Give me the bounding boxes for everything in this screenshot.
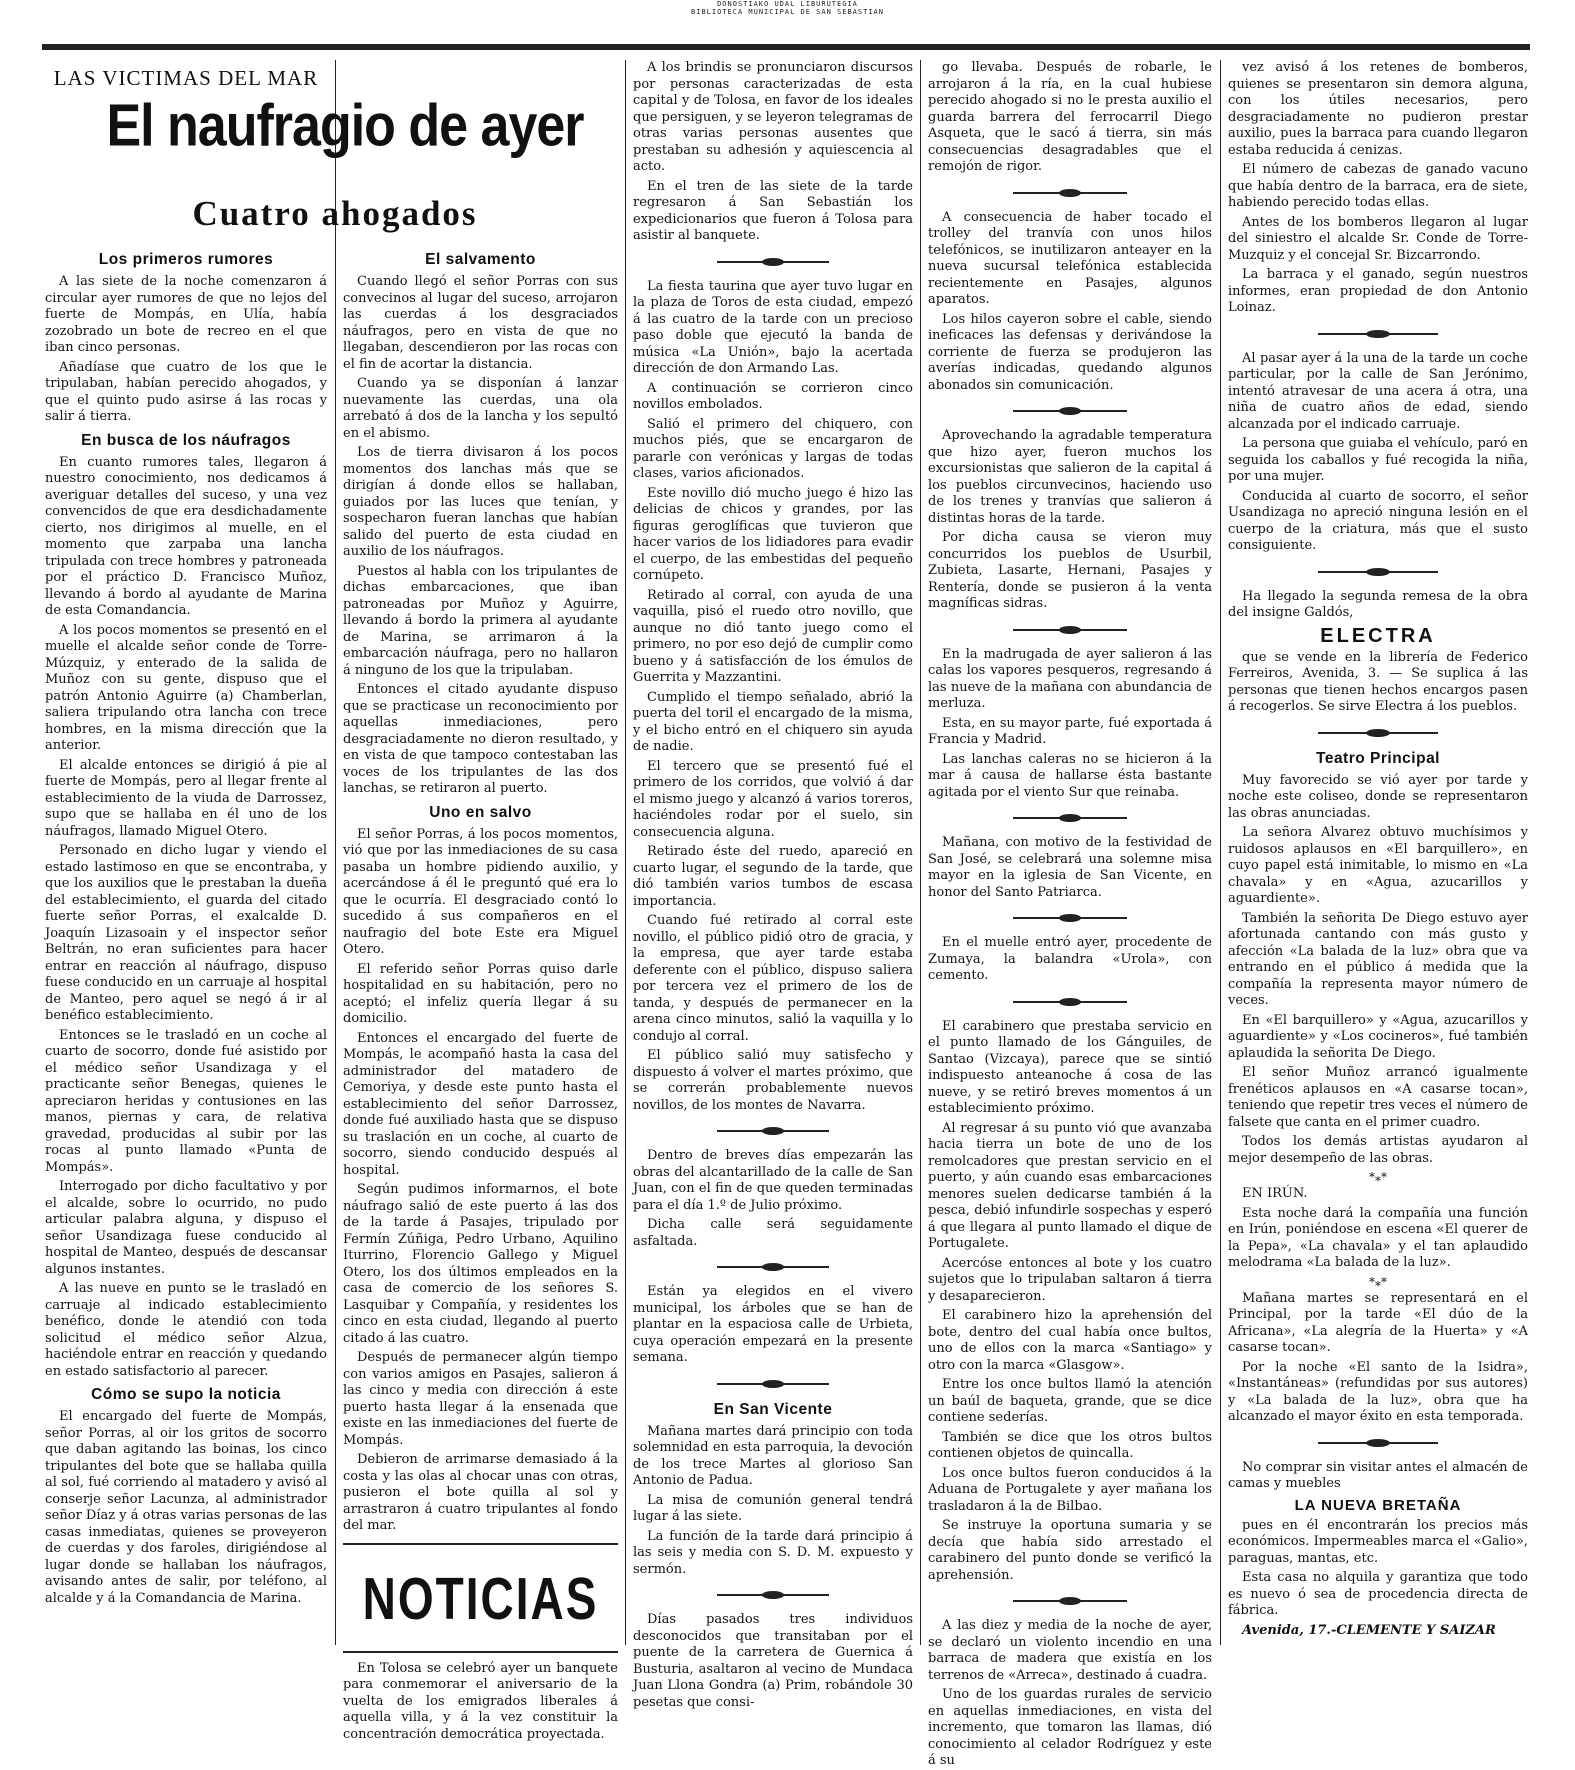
paragraph: Al pasar ayer á la una de la tarde un coche particular, por la calle de San Jerónimo, intentó atravesar de una acera á otra, una niña de cuatro años de edad, siendo alcanzada por el indicado carruaje. bbox=[1228, 350, 1528, 432]
paragraph: El carabinero que prestaba servicio en el punto llamado de los Gánguiles, de Santao (Vizcaya), parece que se sintió indispuesto anteanoche á cosa de las nueve, y se retiró breves momentos á un establecimiento próximo. bbox=[928, 1018, 1212, 1116]
page-title: El naufragio de ayer bbox=[106, 92, 584, 160]
library-line-2: BIBLIOTECA MUNICIPAL DE SAN SEBASTIAN bbox=[691, 8, 884, 16]
library-header bbox=[0, 0, 1575, 16]
top-border bbox=[42, 44, 1530, 50]
paragraph: Aprovechando la agradable temperatura que hizo ayer, fueron muchos los excursionistas que salieron de la capital á los pueblos circunvecinos, haciendo uso de los trenes y tranvías que salieron á distintas horas de la tarde. bbox=[928, 428, 1212, 526]
paragraph: pues en él encontrarán los precios más económicos. Impermeables marca el «Galio», paraguas, mantas, etc. bbox=[1228, 1517, 1528, 1566]
paragraph: El señor Porras, á los pocos momentos, vió que por las inmediaciones de su casa pasaba un hombre pidiendo auxilio, y acercándose á él le preguntó qué era lo que le ocurría. El desgraciado contó lo sucedido á sus compañeros en el naufragio del bote Este era Miguel Otero. bbox=[343, 826, 618, 957]
paragraph: Según pudimos informarnos, el bote náufrago salió de este puerto á las dos de la tarde á Pasajes, tripulado por Fermín Zúñiga, Pedro Urbano, Aquilino Iturrino, Florencio Gallego y Miguel Otero, los dos últimos empleados en la casa de comercio de los señores S. Lasquibar y Compañía, y residentes los cinco en esta ciudad, llegando al puerto citado á las cuatro. bbox=[343, 1182, 618, 1346]
paragraph: El tercero que se presentó fué el primero de los corridos, que volvió á dar el mismo juego y alcanzó á varios toreros, haciéndoles rodar por el suelo, sin consecuencia alguna. bbox=[633, 758, 913, 840]
paragraph: En «El barquillero» y «Agua, azucarillos y aguardiente» y «Los cocineros», fué también aplaudida la señorita De Diego. bbox=[1228, 1012, 1528, 1061]
library-line-1: DONOSTIAKO UDAL LIBURUTEGIA bbox=[717, 0, 858, 8]
paragraph: No comprar sin visitar antes el almacén de camas y muebles bbox=[1228, 1459, 1528, 1491]
column-5 bbox=[1228, 60, 1528, 1650]
asterism: *⁎* bbox=[1369, 1274, 1387, 1289]
column-rule bbox=[920, 60, 921, 1645]
section-heading: Teatro Principal bbox=[1316, 749, 1440, 767]
ornament-divider bbox=[928, 404, 1212, 418]
paragraph: A las nueve en punto se le trasladó en carruaje al indicado establecimiento benéfico, donde le atendió con toda solicitud el médico señor Alzua, haciéndole entrar en reacción y quedando en estado satisfactorio al parecer. bbox=[45, 1281, 327, 1379]
ornament-divider bbox=[928, 623, 1212, 637]
column-rule bbox=[1220, 60, 1221, 1645]
paragraph: Este novillo dió mucho juego é hizo las delicias de chicos y grandes, por las figuras geroglíficas que tuvieron que hacer varios de los lidiadores para evadir el cuerpo, de las embestidas del pequeño cornúpeto. bbox=[633, 485, 913, 583]
paragraph: A las diez y media de la noche de ayer, se declaró un violento incendio en una barraca de madera que existía en los terrenos de «Arreca», destinado á cuadra. bbox=[928, 1618, 1212, 1683]
ad-title-store: LA NUEVA BRETAÑA bbox=[1294, 1496, 1462, 1514]
column-2 bbox=[343, 245, 618, 1742]
paragraph: Retirado al corral, con ayuda de una vaquilla, pisó el ruedo otro novillo, que aunque no dió tanto juego como el primero, no por eso dejó de cumplir como bueno y á satisfacción de los émulos de Guerrita y Mazzantini. bbox=[633, 587, 913, 685]
paragraph: Al regresar á su punto vió que avanzaba hacia tierra un bote de uno de los remolcadores que prestan servicio en el puerto, y aún cuando esas embarcaciones menores suelen dedicarse también á la pesca, debió infundirle sospechas y esperó á que llegara al punto llamado el dique de Portugalete. bbox=[928, 1120, 1212, 1251]
paragraph: A los brindis se pronunciaron discursos por personas caracterizadas de esta capital y de Tolosa, en favor de los ideales que persiguen, y se leyeron telegramas de otras varias personas ausentes que prestaban su adhesión y aquiescencia al acto. bbox=[633, 60, 913, 174]
paragraph: Entonces el encargado del fuerte de Mompás, le acompañó hasta la casa del administrador del matadero de Cemoriya, y desde este punto hasta el establecimiento del señor Darrossez, donde fué auxiliado hasta que se dispuso su traslación en un coche, al cuarto de socorro, siendo conducido después al hospital. bbox=[343, 1030, 618, 1178]
ornament-divider bbox=[1228, 726, 1528, 740]
ornament-divider bbox=[633, 1260, 913, 1274]
paragraph: Los hilos cayeron sobre el cable, siendo ineficaces las defensas y derivándose la corriente de fuerza se produjeron las averías indicadas, quedando algunos abonados sin comunicación. bbox=[928, 311, 1212, 393]
paragraph: A los pocos momentos se presentó en el muelle el alcalde señor conde de Torre-Múzquiz, y enterado de la salida de Muñoz con su gente, dispuso que el patrón Antonio Aguirre (a) Chamberlan, saliera tripulando otra lancha con trece hombres, en la misma dirección que la anterior. bbox=[45, 622, 327, 753]
section-heading: Uno en salvo bbox=[429, 803, 532, 821]
ornament-divider bbox=[633, 1588, 913, 1602]
paragraph: Interrogado por dicho facultativo y por el alcalde, sobre lo ocurrido, no pudo articular palabra alguna, y dispuso el señor Usandizaga fuese conducido al hospital de Manteo, después de descansar algunos instantes. bbox=[45, 1179, 327, 1277]
column-4 bbox=[928, 60, 1212, 1768]
paragraph: Puestos al habla con los tripulantes de dichas embarcaciones, que iban patroneadas por Muñoz y Aguirre, llevando á bordo la primera al ayudante de Marina, se arrimaron á la embarcación náufraga, pero no hallaron á ninguno de los que la tripulaban. bbox=[343, 563, 618, 678]
subheadline-box bbox=[45, 190, 625, 240]
divider bbox=[343, 1651, 618, 1653]
kicker: LAS VICTIMAS DEL MAR bbox=[53, 66, 319, 90]
paragraph: Después de permanecer algún tiempo con varios amigos en Pasajes, salieron á las cinco y media con dirección á este puerto hasta llegar á la ensenada que existe en las inmediaciones del fuerte de Mompás. bbox=[343, 1350, 618, 1448]
paragraph: La misa de comunión general tendrá lugar á las siete. bbox=[633, 1492, 913, 1524]
headline-box bbox=[45, 60, 620, 190]
paragraph: Entre los once bultos llamó la atención un baúl de baqueta, grande, que se dice contiene sederías. bbox=[928, 1377, 1212, 1425]
paragraph: Mañana martes se representará en el Principal, por la tarde «El dúo de la Africana», «La alegría de la Huerta» y «A casarse tocan». bbox=[1228, 1290, 1528, 1355]
paragraph: En Tolosa se celebró ayer un banquete para conmemorar el aniversario de la vuelta de los emigrados liberales á aquella villa, y á la vez constituir la concentración democrática proyectada. bbox=[343, 1660, 618, 1742]
paragraph: Muy favorecido se vió ayer por tarde y noche este coliseo, donde se representaron las obras anunciadas. bbox=[1228, 772, 1528, 821]
paragraph: Se instruye la oportuna sumaria y se decía que había sido arrestado el carabinero del punto donde se verificó la aprehensión. bbox=[928, 1518, 1212, 1583]
column-rule bbox=[335, 60, 336, 1645]
paragraph: Los de tierra divisaron á los pocos momentos dos lanchas más que se dirigían á donde ellos se hallaban, guiados por las luces que tenían, y sospecharon fueran lanchas que habían salido del puerto de esta ciudad en auxilio de los náufragos. bbox=[343, 445, 618, 559]
paragraph: Añadíase que cuatro de los que le tripulaban, habían perecido ahogados, y que el quinto pudo asirse á las rocas y salir á tierra. bbox=[45, 359, 327, 424]
paragraph: Días pasados tres individuos desconocidos que transitaban por el puente de la carretera de Guernica á Busturia, asaltaron al vecino de Mundaca Juan Llona Gondra (a) Prim, robándole 30 pesetas que consi- bbox=[633, 1612, 913, 1710]
paragraph: También se dice que los otros bultos contienen objetos de quincalla. bbox=[928, 1429, 1212, 1461]
paragraph: En cuanto rumores tales, llegaron á nuestro conocimiento, nos dedicamos á averiguar detalles del suceso, y una vez convencidos de que era desdichadamente cierto, nos dirigimos al muelle, en el momento que zarpaba una lancha tripulada con trece hombres y patroneada por el práctico D. Francisco Muñoz, llevando á bordo al ayudante de Marina de esta Comandancia. bbox=[45, 454, 327, 618]
ornament-divider bbox=[1228, 565, 1528, 579]
column-3 bbox=[633, 60, 913, 1710]
paragraph: vez avisó á los retenes de bomberos, quienes se presentaron sin demora alguna, con los útiles necesarios, pero desgraciadamente no pudieron prestar auxilio, pues la barraca para cuando llegaron estaba reducida á cenizas. bbox=[1228, 60, 1528, 158]
paragraph: Cuando fué retirado al corral este novillo, el público pidió otro de gracia, y la empresa, que ayer tarde estaba deferente con el público, dispuso saliera por tercera vez el primero de los de tanda, y después de permanecer en la arena cinco minutos, salió la vaquilla y lo condujo al corral. bbox=[633, 913, 913, 1044]
paragraph: Dentro de breves días empezarán las obras del alcantarillado de la calle de San Juan, con el fin de que queden terminadas para el día 1.º de Julio próximo. bbox=[633, 1148, 913, 1213]
paragraph: Mañana martes dará principio con toda solemnidad en esta parroquia, la devoción de los trece Martes al glorioso San Antonio de Padua. bbox=[633, 1423, 913, 1488]
paragraph: Están ya elegidos en el vivero municipal, los árboles que se han de plantar en la espaciosa calle de Urbieta, cuya operación empezará en la presente semana. bbox=[633, 1284, 913, 1365]
paragraph: Antes de los bomberos llegaron al lugar del siniestro el alcalde Sr. Conde de Torre-Muzquiz y el concejal Sr. Bizcarrondo. bbox=[1228, 214, 1528, 263]
paragraph: Cuando ya se disponían á lanzar nuevamente las cuerdas, una ola arrebató á dos de la lancha y los sepultó en el abismo. bbox=[343, 376, 618, 441]
paragraph: Entonces el citado ayudante dispuso que se practicase un reconocimiento por aquellas inmediaciones, pero desgraciadamente no dieron resultado, y en vista de que tampoco contestaban las voces de los tripulantes de las dos lanchas, se retiraron al puerto. bbox=[343, 682, 618, 796]
paragraph: A consecuencia de haber tocado el trolley del tranvía con unos hilos telefónicos, se inutilizaron anteayer en la nueva sucursal telefónica establecida recientemente en Pasajes, algunos aparatos. bbox=[928, 209, 1212, 307]
paragraph: Salió el primero del chiquero, con muchos piés, que se encargaron de pararle con verónicas y largas de todas clases, varios aficionados. bbox=[633, 416, 913, 481]
section-title-noticias: NOTICIAS bbox=[362, 1563, 599, 1632]
ornament-divider bbox=[928, 911, 1212, 925]
paragraph: Dicha calle será seguidamente asfaltada. bbox=[633, 1217, 913, 1249]
paragraph: Todos los demás artistas ayudaron al mejor desempeño de las obras. bbox=[1228, 1134, 1528, 1166]
paragraph: La barraca y el ganado, según nuestros informes, eran propiedad de don Antonio Loinaz. bbox=[1228, 267, 1528, 315]
section-heading: El salvamento bbox=[425, 251, 536, 268]
ornament-divider bbox=[633, 255, 913, 269]
section-heading: En San Vicente bbox=[713, 1400, 833, 1418]
section-heading: En busca de los náufragos bbox=[81, 431, 291, 449]
paragraph: Por la noche «El santo de la Isidra», «Instantáneas» (refundidas por sus autores) y «La balada de la luz», obra que ha alcanzado el mayor éxito en esta temporada. bbox=[1228, 1359, 1528, 1424]
paragraph: Cumplido el tiempo señalado, abrió la puerta del toril el encargado de la misma, y el bicho entró en el chiquero sin ayuda de nadie. bbox=[633, 689, 913, 754]
subheadline: Cuatro ahogados bbox=[192, 194, 478, 233]
paragraph: El referido señor Porras quiso darle hospitalidad en su habitación, pero no aceptó; el infeliz quería llegar á su domicilio. bbox=[343, 961, 618, 1026]
paragraph: Retirado éste del ruedo, apareció en cuarto lugar, el segundo de la tarde, que dió también varios tumbos de escasa importancia. bbox=[633, 844, 913, 909]
paragraph: Esta, en su mayor parte, fué exportada á Francia y Madrid. bbox=[928, 715, 1212, 747]
ornament-divider bbox=[928, 995, 1212, 1009]
ornament-divider bbox=[928, 811, 1212, 825]
paragraph: La persona que guiaba el vehículo, paró en seguida los caballos y fué recogida la niña, por una mujer. bbox=[1228, 436, 1528, 484]
paragraph: Conducida al cuarto de socorro, el señor Usandizaga no apreció ninguna lesión en el cuerpo de la criatura, más que el susto consiguiente. bbox=[1228, 488, 1528, 553]
paragraph: El carabinero hizo la aprehensión del bote, dentro del cual había once bultos, uno de ellos con la marca «Santiago» y otro con la marca «Glasgow». bbox=[928, 1308, 1212, 1373]
paragraph: que se vende en la librería de Federico Ferreiros, Avenida, 3. — Se suplica á las personas que tienen hechos encargos pasen á recogerlos. Se sirve Electra á los pueblos. bbox=[1228, 649, 1528, 714]
paragraph: Entonces se le trasladó en un coche al cuarto de socorro, donde fué asistido por el médico señor Usandizaga y el practicante señor Benegas, quienes le apreciaron heridas y contusiones en las manos, piernas y cara, de relativa gravedad, producidas al subir por las rocas al punto llamado «Punta de Mompás». bbox=[45, 1027, 327, 1175]
column-1-body bbox=[45, 245, 327, 1645]
paragraph: A las siete de la noche comenzaron á circular ayer rumores de que no lejos del fuerte de Mompás, en Ulía, había zozobrado un bote de recreo en el que iban cinco personas. bbox=[45, 274, 327, 355]
paragraph: En el tren de las siete de la tarde regresaron á San Sebastián los expedicionarios que fueron á Tolosa para asistir al banquete. bbox=[633, 178, 913, 243]
paragraph: Ha llegado la segunda remesa de la obra del insigne Galdós, bbox=[1228, 588, 1528, 620]
ornament-divider bbox=[1228, 1436, 1528, 1450]
paragraph: Las lanchas caleras no se hicieron á la mar á causa de hallarse ésta bastante agitada por el viento Sur que reinaba. bbox=[928, 751, 1212, 800]
paragraph: Por dicha causa se vieron muy concurridos los pueblos de Usurbil, Zubieta, Lasarte, Hernani, Pasajes y Rentería, donde se pusieron á la venta magníficas sidras. bbox=[928, 530, 1212, 611]
ornament-divider bbox=[928, 1594, 1212, 1608]
paragraph: En el muelle entró ayer, procedente de Zumaya, la balandra «Urola», con cemento. bbox=[928, 935, 1212, 983]
paragraph: Los once bultos fueron conducidos á la Aduana de Portugalete y ayer mañana los trasladaron á la de Bilbao. bbox=[928, 1465, 1212, 1514]
ornament-divider bbox=[633, 1124, 913, 1138]
ad-title-electra: ELECTRA bbox=[1320, 624, 1436, 647]
paragraph: Cuando llegó el señor Porras con sus convecinos al lugar del suceso, arrojaron las cuerdas á los desgraciados náufragos, pero en vista de que no llegaban, descendieron por las rocas con el fin de acortar la distancia. bbox=[343, 274, 618, 372]
paragraph: La fiesta taurina que ayer tuvo lugar en la plaza de Toros de esta ciudad, empezó á las cuatro de la tarde con un precioso paso doble que ejecutó la banda de música «La Unión», bajo la acertada dirección de don Armando Las. bbox=[633, 278, 913, 376]
paragraph: El encargado del fuerte de Mompás, señor Porras, al oir los gritos de socorro que daban agitando las boinas, los cinco tripulantes del bote que se hallaba quilla al sol, fué corriendo al matadero y avisó al conserje señor Lacunza, al administrador señor Díaz y á otras varias personas de las casas inmediatas, quienes se proveyeron de cuerdas y dos faroles, dirigiéndose al lugar donde se hallaban los náufragos, avisando antes de salir, por teléfono, al alcalde y á la Comandancia de Marina. bbox=[45, 1409, 327, 1606]
paragraph: Esta noche dará la compañía una función en Irún, poniéndose en escena «El querer de la Pepa», «La chavala» y el tan aplaudido melodrama «La balada de la luz». bbox=[1228, 1205, 1528, 1270]
paragraph: También la señorita De Diego estuvo ayer afortunada cantando con más gusto y afección «La balada de la luz» obra que va entrando en el público á medida que la compañía la representa mayor número de veces. bbox=[1228, 910, 1528, 1008]
section-heading: Los primeros rumores bbox=[98, 251, 274, 268]
subheading-irun: EN IRÚN. bbox=[1242, 1186, 1308, 1201]
paragraph: Personado en dicho lugar y viendo el estado lastimoso en que se encontraba, y que los auxilios que le prestaban la dueña del establecimiento, el guarda del citado fuerte señor Porras, el exalcalde D. Joaquín Lizasoain y el inspector señor Beltrán, no eran suficientes para hacer entrar en reacción al náufrago, dispuso fuese conducido en un carruaje al hospital de Manteo, pero aquel se negó á ir al benéfico establecimiento. bbox=[45, 843, 327, 1023]
paragraph: En la madrugada de ayer salieron á las calas los vapores pesqueros, regresando á las nueve de la mañana con abundancia de merluza. bbox=[928, 646, 1212, 711]
paragraph: El público salió muy satisfecho y dispuesto á volver el martes próximo, que se correrán probablemente nuevos novillos, de los montes de Navarra. bbox=[633, 1048, 913, 1113]
ornament-divider bbox=[633, 1377, 913, 1391]
paragraph: El número de cabezas de ganado vacuno que había dentro de la barraca, era de siete, habiendo perecido todas ellas. bbox=[1228, 162, 1528, 210]
paragraph: El señor Muñoz arrancó igualmente frenéticos aplausos en «A casarse tocan», teniendo que repetir tres veces el número de falsete que canta en el primer cuadro. bbox=[1228, 1065, 1528, 1130]
paragraph: Esta casa no alquila y garantiza que todo es nuevo ó sea de procedencia directa de fábrica. bbox=[1228, 1570, 1528, 1618]
paragraph: La función de la tarde dará principio á las seis y media con S. D. M. expuesto y sermón. bbox=[633, 1528, 913, 1577]
paragraph: Uno de los guardas rurales de servicio en aquellas inmediaciones, en vista del incremento, que tomaron las llamas, dió conocimiento al celador Rodríguez y este á su bbox=[928, 1687, 1212, 1768]
column-rule bbox=[625, 60, 626, 1645]
paragraph: El alcalde entonces se dirigió á pie al fuerte de Mompás, pero al llegar frente al establecimiento de la viuda de Darrossez, supo que se hallaba en él uno de los náufragos, llamado Miguel Otero. bbox=[45, 757, 327, 839]
asterism: *⁎* bbox=[1369, 1170, 1387, 1184]
divider bbox=[343, 1543, 618, 1545]
paragraph: A continuación se corrieron cinco novillos embolados. bbox=[633, 380, 913, 412]
paragraph: La señora Alvarez obtuvo muchísimos y ruidosos aplausos en «El barquillero», en cuyo papel está inimitable, lo mismo en «La chavala» y en «Agua, azucarillos y aguardiente». bbox=[1228, 825, 1528, 906]
ornament-divider bbox=[928, 186, 1212, 200]
paragraph: Debieron de arrimarse demasiado á la costa y las olas al chocar unas con otras, pusieron el bote quilla al sol y arrastraron á cuatro tripulantes al fondo del mar. bbox=[343, 1452, 618, 1533]
ad-signature: Avenida, 17.-CLEMENTE Y SAIZAR bbox=[1242, 1622, 1496, 1638]
paragraph: go llevaba. Después de robarle, le arrojaron á la ría, en la cual hubiese perecido ahogado si no le presta auxilio el guarda barrera del ferrocarril Diego Asqueta, que le sacó á tierra, sin más consecuencias desagradables que el remojón de rigor. bbox=[928, 60, 1212, 174]
paragraph: Acercóse entonces al bote y los cuatro sujetos que lo tripulaban saltaron á tierra y desaparecieron. bbox=[928, 1255, 1212, 1304]
ornament-divider bbox=[1228, 327, 1528, 341]
section-heading: Cómo se supo la noticia bbox=[91, 1386, 281, 1403]
paragraph: Mañana, con motivo de la festividad de San José, se celebrará una solemne misa mayor en la iglesia de San Vicente, en honor del Santo Patriarca. bbox=[928, 835, 1212, 900]
